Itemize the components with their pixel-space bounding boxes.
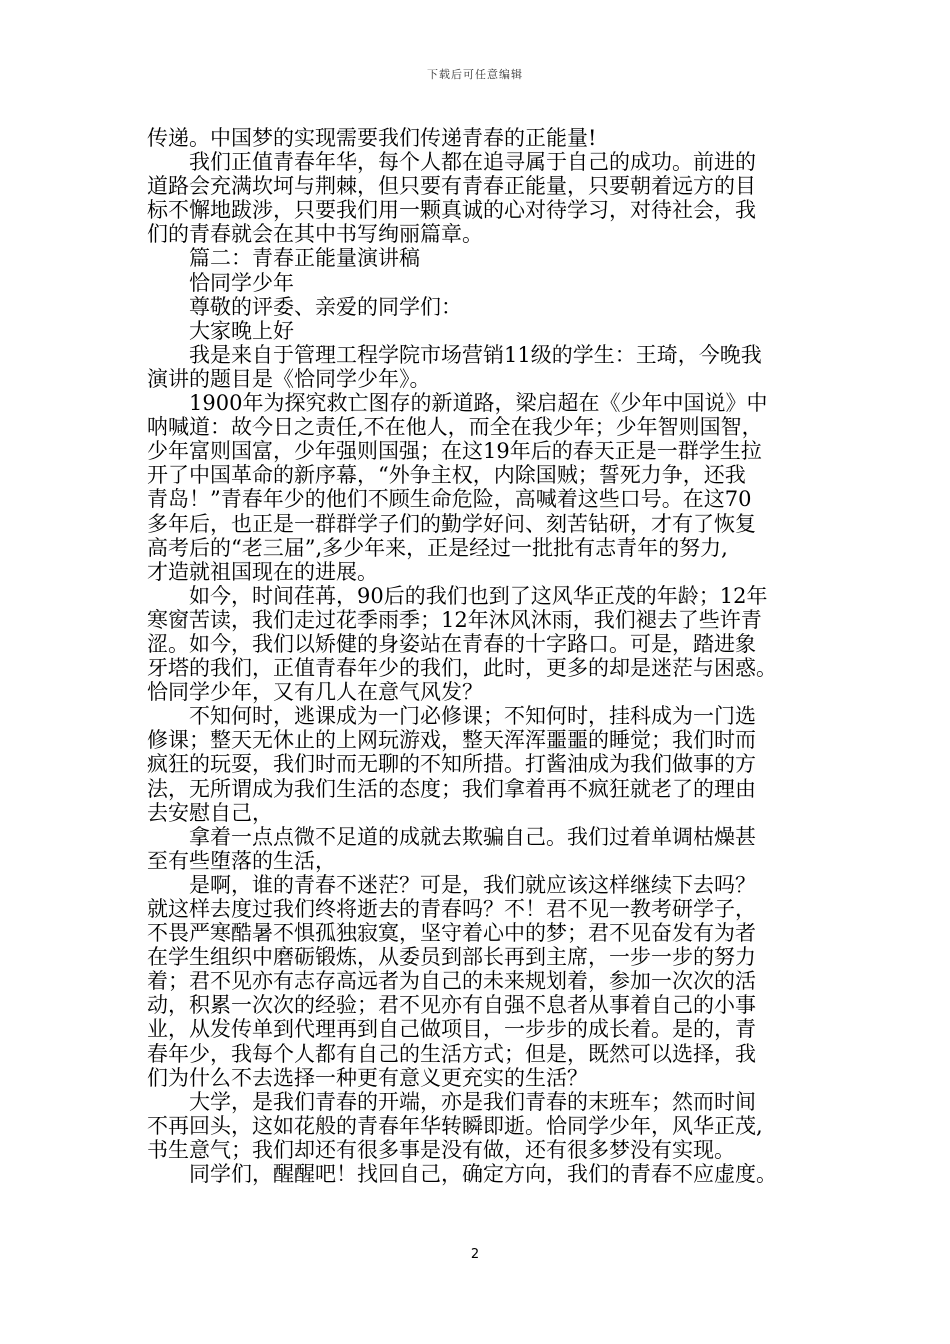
text-line: 大学，是我们青春的开端，亦是我们青春的末班车；然而时间 [189, 1089, 756, 1114]
text-line: 春年少，我每个人都有自己的生活方式；但是，既然可以选择，我 [147, 1041, 756, 1066]
text-line: 在学生组织中磨砺锻炼，从委员到部长再到主席，一步一步的努力 [147, 945, 756, 970]
text-line: 青岛！”青春年少的他们不顾生命危险，高喊着这些口号。在这70 [147, 487, 752, 512]
text-line: 涩。如今，我们以矫健的身姿站在青春的十字路口。可是，踏进象 [147, 631, 756, 656]
text-line: 演讲的题目是《恰同学少年》。 [147, 366, 431, 391]
text-line: 疯狂的玩耍，我们时而无聊的不知所措。打酱油成为我们做事的方 [147, 752, 756, 777]
text-line: 大家晚上好 [189, 318, 294, 343]
text-line: 1900年为探究救亡图存的新道路，梁启超在《少年中国说》中 [189, 391, 768, 416]
text-line: 们为什么不去选择一种更有意义更充实的生活？ [147, 1065, 588, 1090]
page-number: 2 [470, 1247, 480, 1262]
text-line: 呐喊道：故今日之责任,不在他人，而全在我少年；少年智则国智， [147, 415, 763, 440]
text-line: 书生意气；我们却还有很多事是没有做，还有很多梦没有实现。 [147, 1137, 735, 1162]
text-line: 牙塔的我们，正值青春年少的我们，此时，更多的却是迷茫与困惑。 [147, 656, 777, 681]
text-line: 同学们，醒醒吧！找回自己，确定方向，我们的青春不应虚度。 [189, 1162, 777, 1187]
text-line: 是啊，谁的青春不迷茫？可是，我们就应该这样继续下去吗？ [189, 872, 756, 897]
text-line: 篇二：青春正能量演讲稿 [189, 246, 420, 271]
text-line: 去安慰自己， [147, 800, 273, 825]
text-line: 就这样去度过我们终将逝去的青春吗？不！君不见一教考研学子， [147, 897, 756, 921]
text-line: 们的青春就会在其中书写绚丽篇章。 [147, 222, 483, 247]
text-line: 法，无所谓成为我们生活的态度；我们拿着再不疯狂就老了的理由 [147, 776, 756, 801]
text-line: 如今，时间荏苒，90后的我们也到了这风华正茂的年龄；12年 [189, 583, 768, 608]
text-line: 寒窗苦读，我们走过花季雨季；12年沐风沐雨，我们褪去了些许青 [147, 607, 762, 632]
text-line: 不畏严寒酷暑不惧孤独寂寞，坚守着心中的梦；君不见奋发有为者 [147, 921, 756, 946]
text-line: 至有些堕落的生活， [147, 848, 336, 873]
text-line: 动，积累一次次的经验；君不见亦有自强不息者从事着自己的小事 [147, 993, 756, 1018]
text-line: 才造就祖国现在的进展。 [147, 559, 378, 584]
text-line: 恰同学少年，又有几人在意气风发？ [147, 680, 483, 705]
text-line: 修课；整天无休止的上网玩游戏，整天浑浑噩噩的睡觉；我们时而 [147, 728, 756, 753]
text-line: 我是来自于管理工程学院市场营销11级的学生：王琦，今晚我 [189, 342, 762, 367]
text-line: 不知何时，逃课成为一门必修课；不知何时，挂科成为一门选 [189, 704, 756, 729]
text-line: 不再回头，这如花般的青春年华转瞬即逝。恰同学少年，风华正茂, [147, 1113, 763, 1138]
text-line: 恰同学少年 [189, 270, 294, 295]
text-line: 尊敬的评委、亲爱的同学们： [189, 294, 462, 319]
text-line: 着；君不见亦有志存高远者为自己的未来规划着，参加一次次的活 [147, 969, 756, 994]
text-line: 标不懈地跋涉，只要我们用一颗真诚的心对待学习，对待社会，我 [147, 198, 756, 223]
text-line: 拿着一点点微不足道的成就去欺骗自己。我们过着单调枯燥甚 [189, 824, 756, 849]
page-header: 下载后可任意编辑 [427, 68, 523, 81]
text-line: 业，从发传单到代理再到自己做项目，一步步的成长着。是的，青 [147, 1017, 756, 1042]
text-line: 传递。中国梦的实现需要我们传递青春的正能量! [147, 126, 597, 150]
text-line: 高考后的“老三届”,多少年来，正是经过一批批有志青年的努力, [147, 535, 728, 560]
text-line: 开了中国革命的新序幕，“外争主权，内除国贼；誓死力争，还我 [147, 463, 746, 488]
text-line: 我们正值青春年华，每个人都在追寻属于自己的成功。前进的 [189, 150, 756, 175]
text-line: 少年富则国富，少年强则国强；在这19年后的春天正是一群学生拉 [147, 439, 762, 464]
document-body [147, 126, 807, 1186]
text-line: 道路会充满坎坷与荆棘，但只要有青春正能量，只要朝着远方的目 [147, 174, 756, 199]
text-line: 多年后，也正是一群群学子们的勤学好问、刻苦钻研，才有了恢复 [147, 511, 756, 536]
